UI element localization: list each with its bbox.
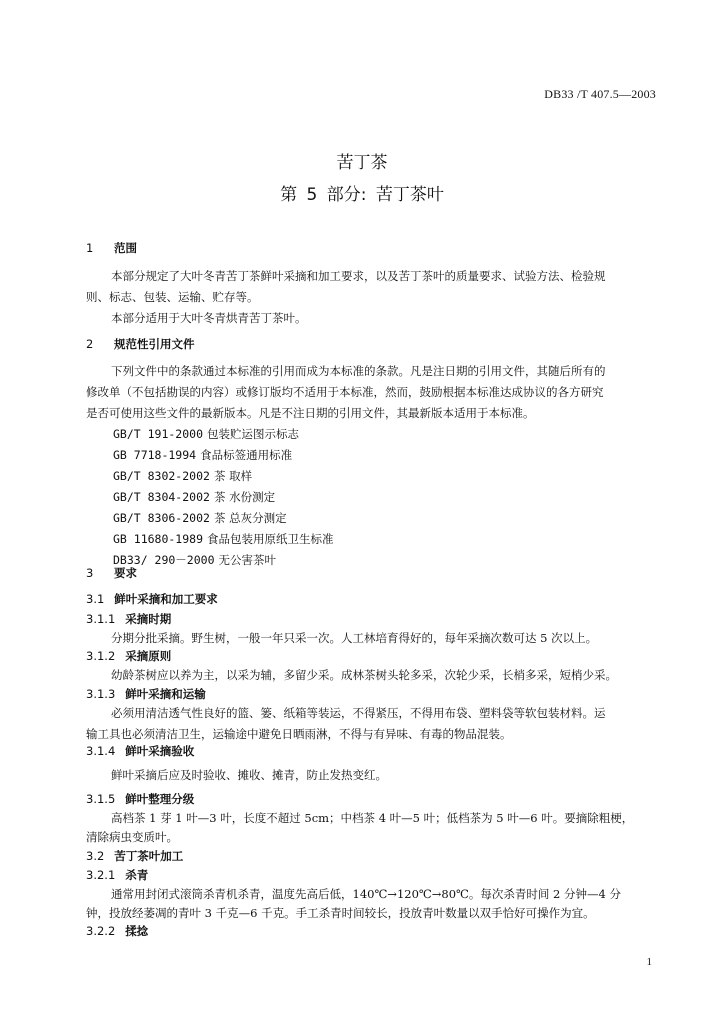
paragraph-line: 高档茶 1 芽 1 叶—3 叶，长度不超过 5cm；中档茶 4 叶—5 叶；低档茶为 5 叶—6 叶。要摘除粗梗，: [111, 811, 634, 825]
reference-name: 包装贮运图示标志: [207, 427, 300, 441]
subsection-heading: [86, 611, 171, 627]
reference-item: [113, 531, 334, 547]
subsection-number: 3.1.3: [86, 687, 116, 701]
document-subtitle: 第 5 部分: 苦丁茶叶: [280, 185, 444, 205]
subsection-heading: [86, 923, 148, 939]
subsection-number: 3.2.2: [86, 924, 116, 938]
subsection-heading: [86, 648, 171, 664]
reference-item: [113, 426, 299, 442]
subsection-number: 3.1.5: [86, 792, 116, 806]
reference-name: 茶 取样: [213, 469, 253, 483]
subsection-title: 鲜叶采摘验收: [125, 744, 195, 758]
reference-name: 茶 总灰分测定: [213, 511, 287, 525]
page-number: 1: [646, 956, 652, 968]
paragraph-line: 通常用封闭式滚筒杀青机杀青，温度先高后低，140℃→120℃→80℃。每次杀青时间 2 分钟—4 分: [111, 887, 621, 901]
section-heading-references: [86, 336, 195, 352]
subsection-number: 3.1: [86, 592, 105, 606]
subsection-number: 3.1.2: [86, 649, 116, 663]
paragraph-line: 则、标志、包装、运输、贮存等。: [86, 290, 259, 304]
paragraph-line: 鲜叶采摘后应及时验收、摊收、摊青，防止发热变红。: [111, 768, 387, 782]
section-title: 要求: [114, 566, 137, 580]
subsection-heading: [86, 791, 194, 807]
reference-name: 食品包装用原纸卫生标准: [207, 532, 334, 546]
subsection-heading: [86, 743, 194, 759]
section-heading-scope: [86, 240, 137, 256]
subsection-heading: [86, 867, 148, 883]
reference-code: GB/T 8302-2002: [113, 469, 210, 483]
paragraph-line: 本部分规定了大叶冬青苦丁茶鲜叶采摘和加工要求，以及苦丁茶叶的质量要求、试验方法、检验规: [111, 269, 606, 283]
subsection-title: 苦丁茶叶加工: [114, 849, 184, 863]
reference-name: 茶 水份测定: [213, 490, 276, 504]
paragraph-line: 是否可使用这些文件的最新版本。凡是不注日期的引用文件，其最新版本适用于本标准。: [86, 406, 535, 420]
reference-item: [113, 447, 292, 463]
subsection-number: 3.1.4: [86, 744, 116, 758]
reference-name: 无公害茶叶: [218, 553, 277, 567]
paragraph-line: 下列文件中的条款通过本标准的引用而成为本标准的条款。凡是注日期的引用文件，其随后所有的: [111, 364, 606, 378]
subsection-heading: [86, 686, 206, 702]
paragraph-line: 修改单（不包括勘误的内容）或修订版均不适用于本标准，然而，鼓励根据本标准达成协议的各方研究: [86, 385, 604, 399]
standard-code: DB33 /T 407.5—2003: [544, 87, 656, 101]
subsection-number: 3.2: [86, 849, 105, 863]
section-number: 1: [86, 241, 94, 255]
section-number: 2: [86, 337, 94, 351]
subsection-title: 采摘原则: [125, 649, 172, 663]
section-heading-requirements: [86, 565, 137, 581]
paragraph-line: 清除病虫变质叶。: [86, 830, 178, 844]
section-number: 3: [86, 566, 94, 580]
reference-code: GB 11680-1989: [113, 532, 204, 546]
paragraph-line: 必须用清洁透气性良好的篮、篓、纸箱等装运，不得紧压，不得用布袋、塑料袋等软包装材料。运: [111, 706, 606, 720]
section-title: 规范性引用文件: [114, 337, 195, 351]
paragraph-line: 幼龄茶树应以养为主，以采为辅，多留少采。成林茶树头轮多采，次轮少采，长梢多采，短梢少采。: [111, 668, 617, 682]
reference-code: GB/T 8304-2002: [113, 490, 210, 504]
reference-name: 食品标签通用标准: [200, 448, 293, 462]
subsection-title: 采摘时期: [125, 612, 172, 626]
subsection-heading: [86, 848, 183, 864]
reference-item: [113, 468, 252, 484]
subsection-heading: [86, 591, 218, 607]
reference-code: GB/T 8306-2002: [113, 511, 210, 525]
reference-item: [113, 552, 276, 568]
reference-item: [113, 510, 287, 526]
subsection-number: 3.1.1: [86, 612, 116, 626]
document-title: 苦丁茶: [336, 153, 388, 173]
section-title: 范围: [114, 241, 137, 255]
subsection-title: 杀青: [125, 868, 149, 882]
paragraph-line: 钟，投放经萎凋的青叶 3 千克—6 千克。手工杀青时间较长，投放青叶数量以双手恰好可操作为宜。: [86, 906, 595, 920]
subsection-title: 揉捻: [125, 924, 149, 938]
paragraph-line: 输工具也必须清洁卫生，运输途中避免日晒雨淋，不得与有异味、有毒的物品混装。: [86, 727, 512, 741]
subsection-title: 鲜叶采摘和加工要求: [114, 592, 218, 606]
paragraph-line: 本部分适用于大叶冬青烘青苦丁茶叶。: [111, 311, 307, 325]
subsection-number: 3.2.1: [86, 868, 116, 882]
reference-code: GB/T 191-2000: [113, 427, 204, 441]
reference-item: [113, 489, 275, 505]
subsection-title: 鲜叶整理分级: [125, 792, 195, 806]
reference-code: GB 7718-1994: [113, 448, 197, 462]
paragraph-line: 分期分批采摘。野生树，一般一年只采一次。人工林培育得好的，每年采摘次数可达 5 次以上。: [111, 631, 598, 645]
subsection-title: 鲜叶采摘和运输: [125, 687, 206, 701]
reference-code: DB33/ 290－2000: [113, 553, 215, 567]
